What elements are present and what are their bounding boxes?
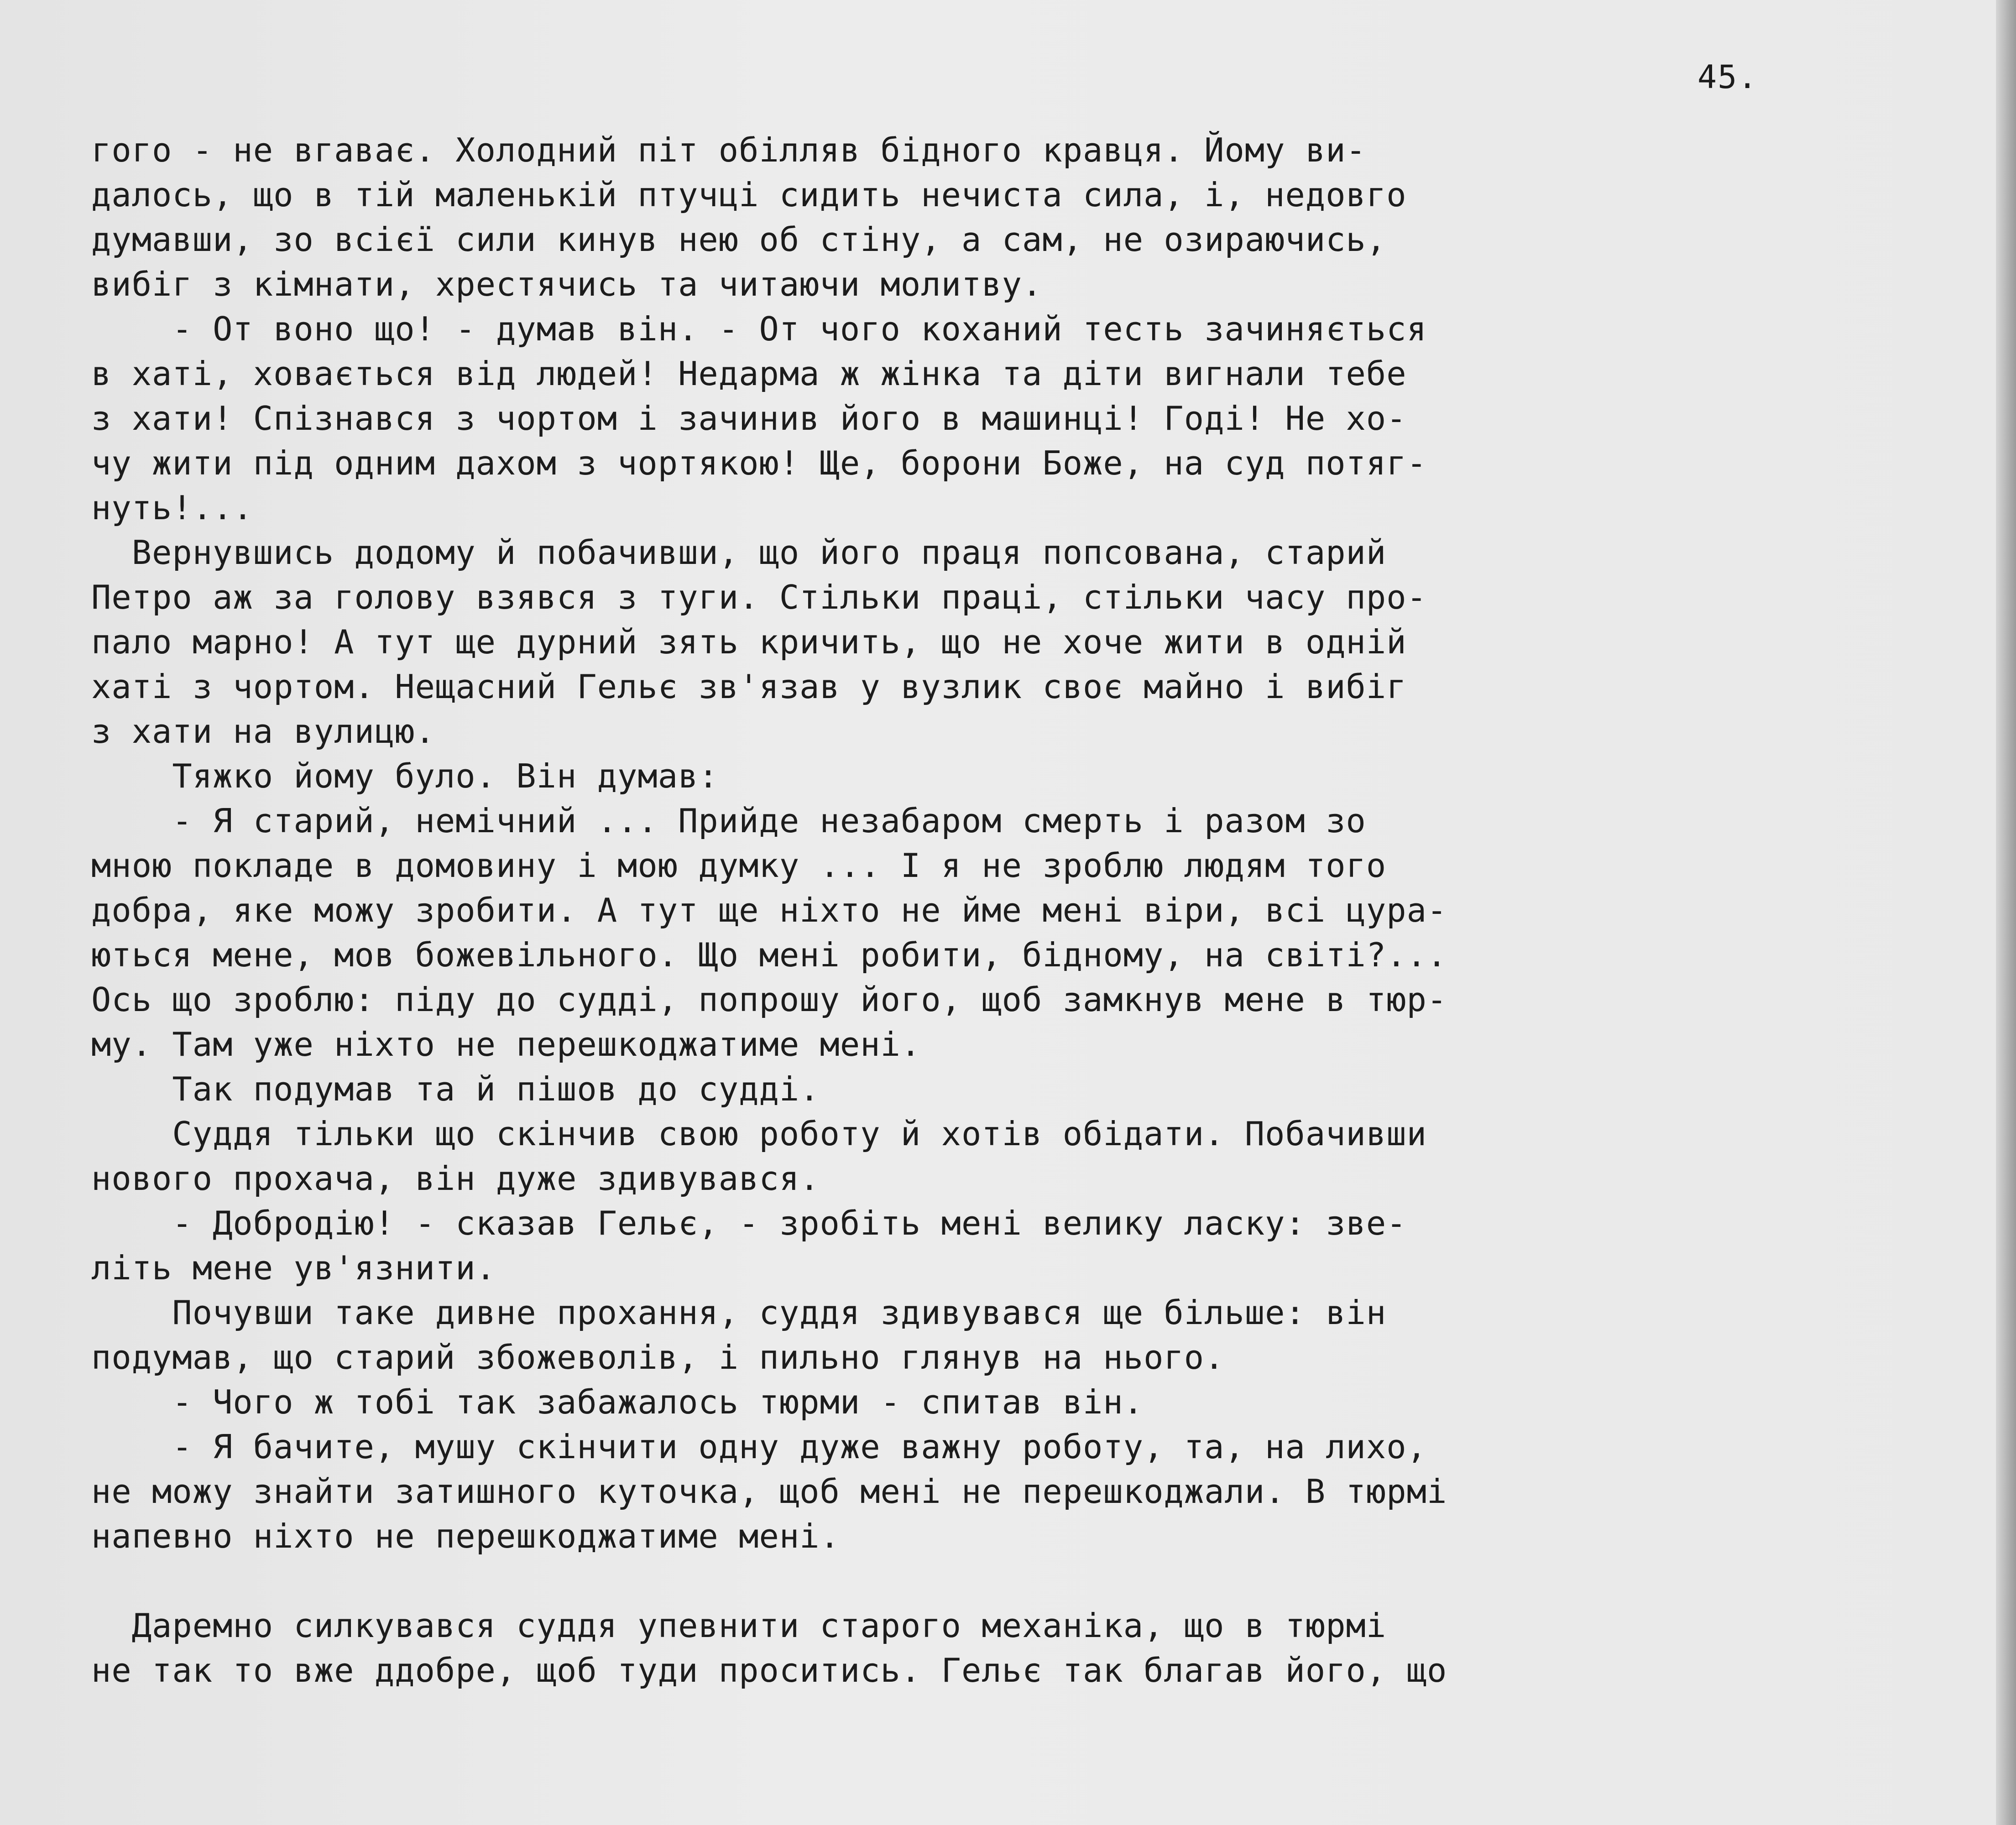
text-line: Суддя тільки що скінчив свою роботу й хотів обідати. Побачивши — [91, 1115, 1427, 1153]
text-line: Почувши таке дивне прохання, суддя здивувався ще більше: він — [91, 1293, 1387, 1332]
text-line: Так подумав та й пішов до судді. — [91, 1070, 820, 1108]
text-line: добра, яке можу зробити. А тут ще ніхто не йме мені віри, всі цура- — [91, 891, 1447, 929]
text-line — [91, 1559, 1939, 1603]
text-line: думавши, зо всієї сили кинув нею об стіну, а сам, не озираючись, — [91, 220, 1387, 259]
page-edge — [1996, 0, 2016, 1825]
text-line: літь мене ув'язнити. — [91, 1249, 496, 1287]
text-line: пало марно! А тут ще дурний зять кричить, що не хоче жити в одній — [91, 623, 1407, 661]
text-line: хаті з чортом. Нещасний Гельє зв'язав у вузлик своє майно і вибіг — [91, 667, 1407, 706]
text-line: ються мене, мов божевільного. Що мені робити, бідному, на світі?... — [91, 936, 1447, 974]
text-line: Ось що зроблю: піду до судді, попрошу його, щоб замкнув мене в тюр- — [91, 980, 1447, 1019]
text-line: - Я старий, немічний ... Прийде незабаром смерть і разом зо — [91, 802, 1366, 840]
text-line: напевно ніхто не перешкоджатиме мені. — [91, 1517, 840, 1555]
text-line: му. Там уже ніхто не перешкоджатиме мені. — [91, 1025, 921, 1064]
text-line: Тяжко йому було. Він думав: — [91, 757, 719, 795]
text-line: з хати на вулицю. — [91, 712, 435, 751]
typewritten-text — [91, 128, 1939, 1693]
text-line: гого - не вгаває. Холодний піт обілляв бідного кравця. Йому ви- — [91, 131, 1366, 169]
text-line: далось, що в тій маленькій птучці сидить нечиста сила, і, недовго — [91, 176, 1407, 214]
text-line: мною покладе в домовину і мою думку ... І я не зроблю людям того — [91, 846, 1387, 885]
text-line: Петро аж за голову взявся з туги. Стільки праці, стільки часу про- — [91, 578, 1427, 616]
text-line: - Я бачите, мушу скінчити одну дуже важну роботу, та, на лихо, — [91, 1428, 1427, 1466]
text-line: нового прохача, він дуже здивувався. — [91, 1159, 820, 1198]
text-line: подумав, що старий збожеволів, і пильно глянув на нього. — [91, 1338, 1225, 1377]
text-line: чу жити під одним дахом з чортякою! Ще, борони Боже, на суд потяг- — [91, 444, 1427, 482]
text-line: з хати! Спізнався з чортом і зачинив його в машинці! Годі! Не хо- — [91, 399, 1407, 438]
text-line: - Добродію! - сказав Гельє, - зробіть мені велику ласку: зве- — [91, 1204, 1407, 1242]
text-line: не так то вже ддобре, щоб туди проситись. Гельє так благав його, що — [91, 1651, 1447, 1689]
text-line: - От воно що! - думав він. - От чого коханий тесть зачиняється — [91, 310, 1427, 348]
text-line: Даремно силкувався суддя упевнити старого механіка, що в тюрмі — [91, 1606, 1387, 1645]
text-line: нуть!... — [91, 489, 253, 527]
text-line: Вернувшись додому й побачивши, що його праця попсована, старий — [91, 533, 1387, 572]
text-line: - Чого ж тобі так забажалось тюрми - спитав він. — [91, 1383, 1144, 1421]
page-number: 45. — [1697, 58, 1758, 96]
text-line: вибіг з кімнати, хрестячись та читаючи молитву. — [91, 265, 1043, 303]
text-line: в хаті, ховається від людей! Недарма ж жінка та діти вигнали тебе — [91, 355, 1407, 393]
text-line: не можу знайти затишного куточка, щоб мені не перешкоджали. В тюрмі — [91, 1472, 1447, 1511]
